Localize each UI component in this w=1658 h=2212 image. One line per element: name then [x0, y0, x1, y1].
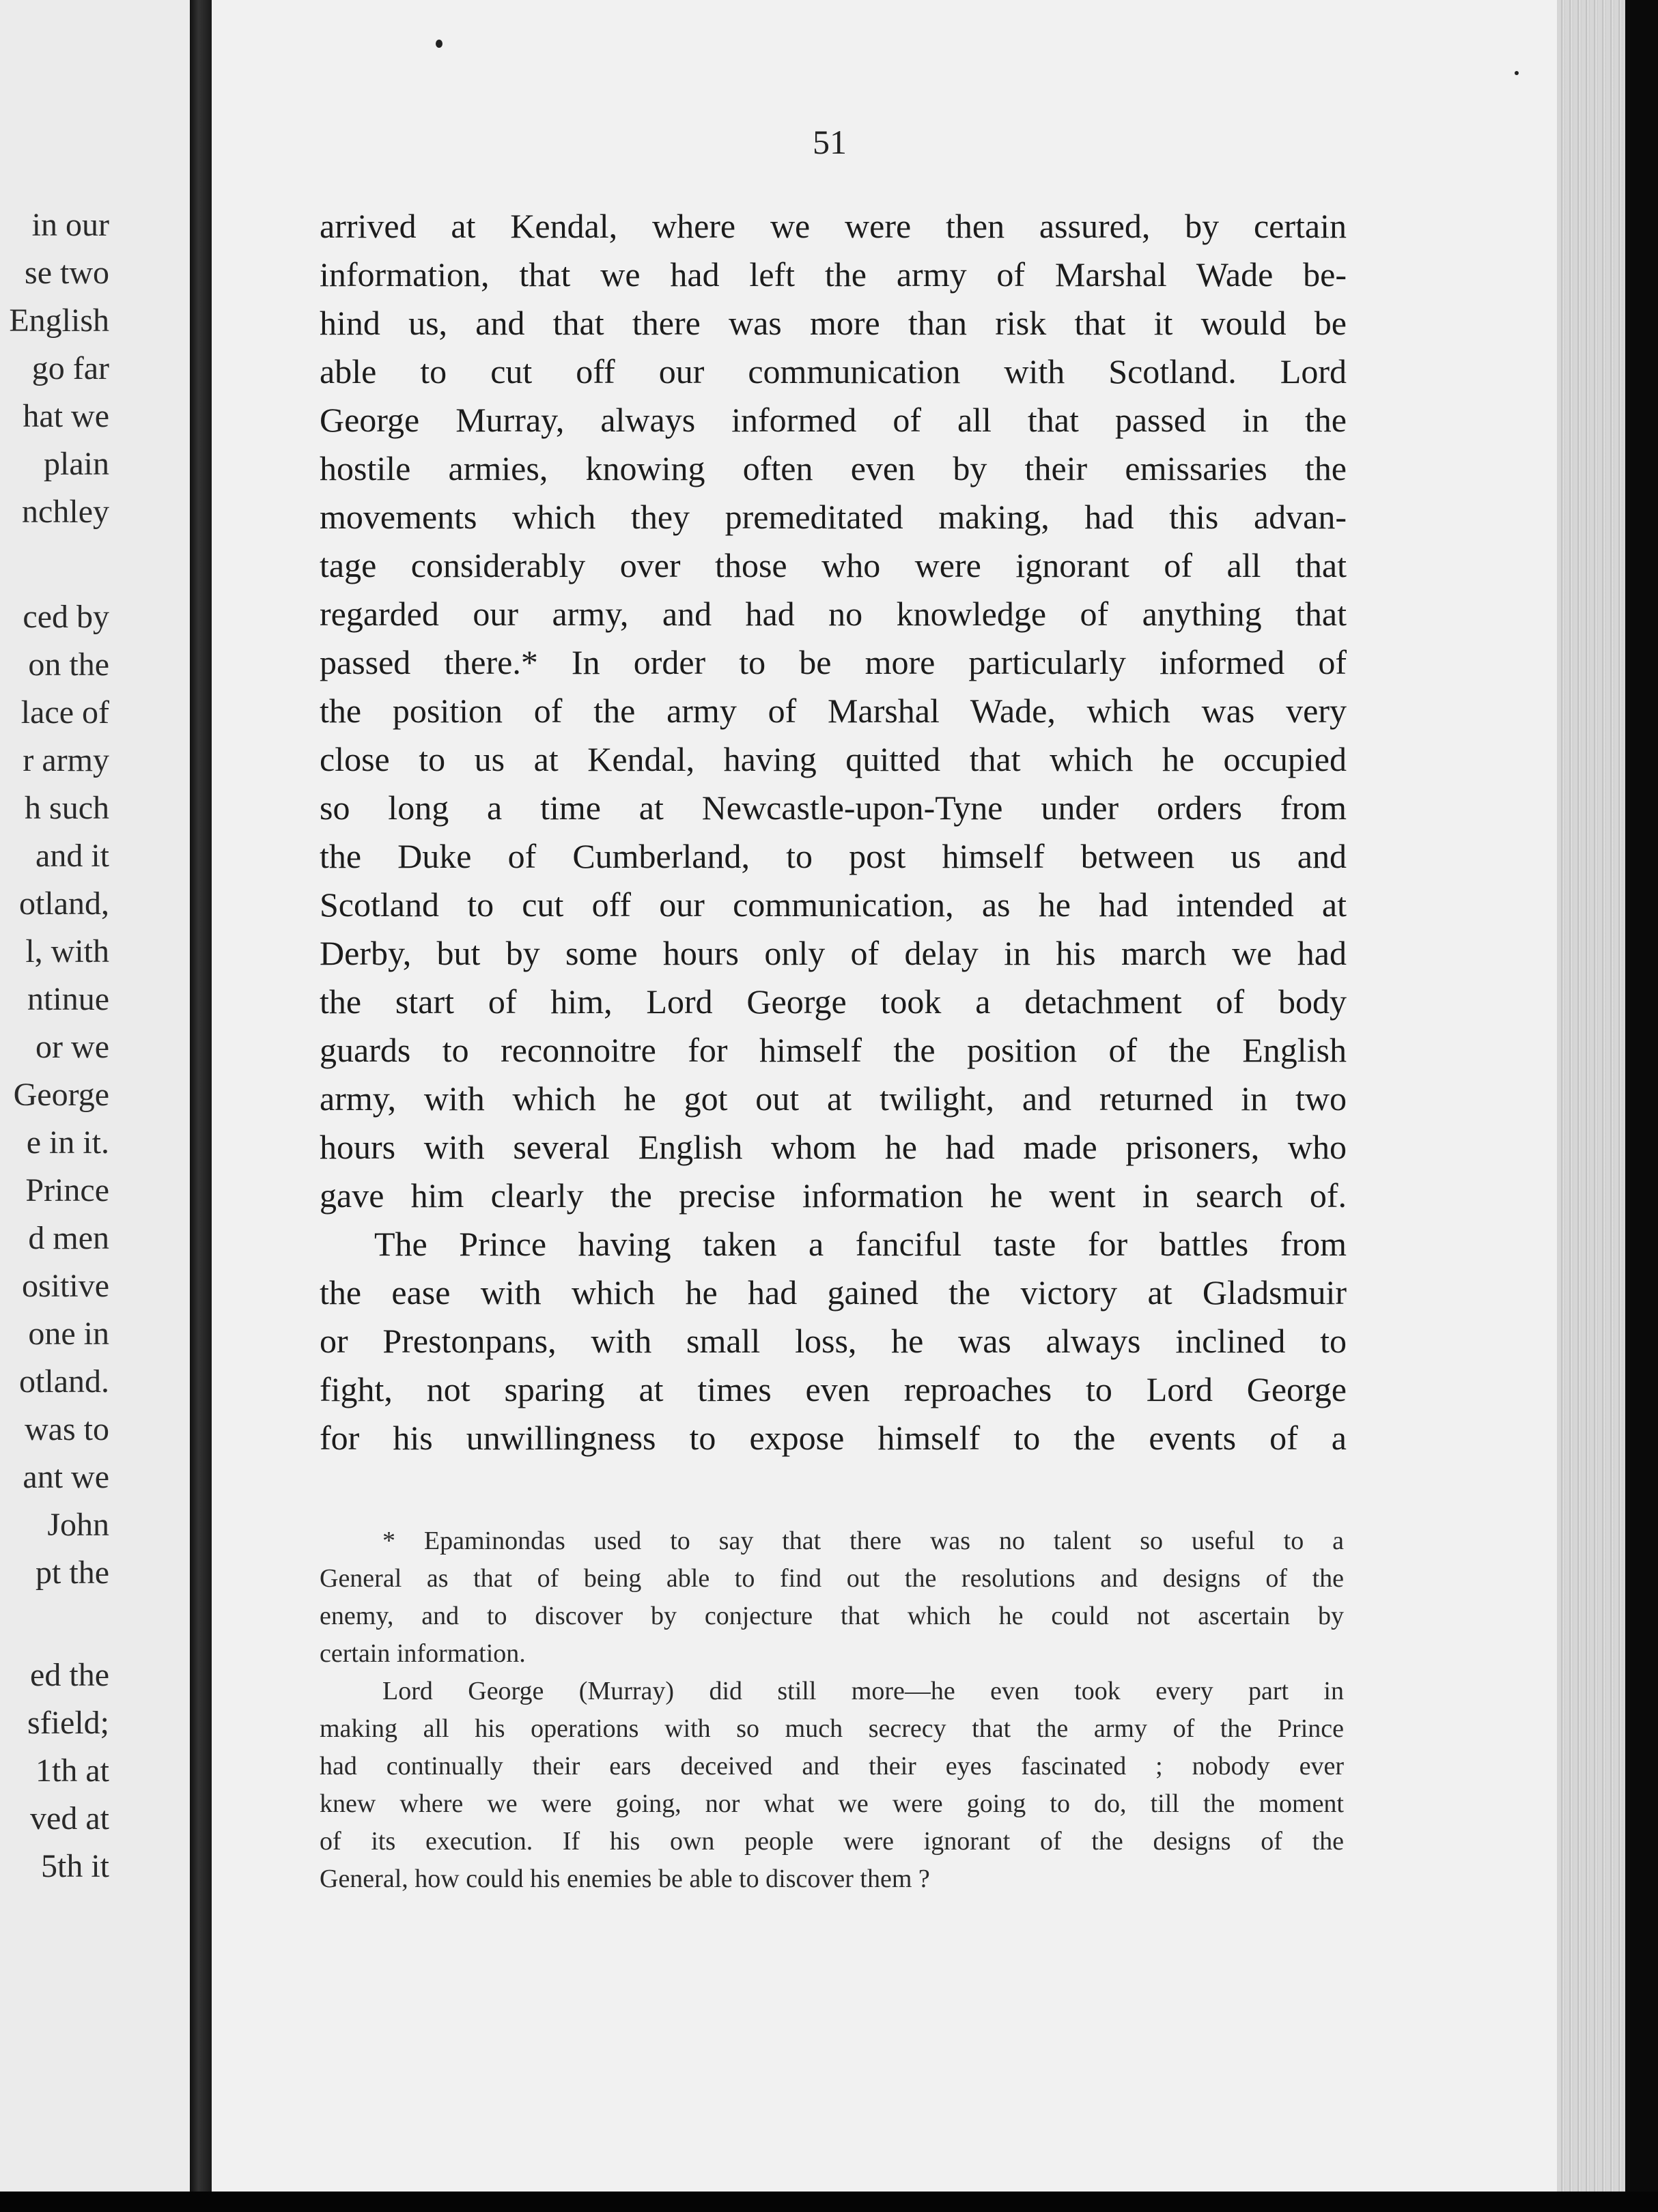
body-line: information, that we had left the army of Marshal Wade be- [320, 255, 1347, 294]
body-line: tage considerably over those who were ignorant of all that [320, 546, 1347, 584]
footnotes [320, 1522, 1344, 1898]
left-page-line: ant we [23, 1459, 109, 1495]
left-page-line: hat we [23, 398, 109, 434]
left-page-line: John [47, 1507, 109, 1543]
left-page-line: ved at [30, 1800, 109, 1837]
body-line: movements which they premeditated making, had this advan- [320, 498, 1347, 536]
body-line: able to cut off our communication with Scotland. Lord [320, 352, 1347, 391]
left-page-line: nchley [22, 494, 109, 530]
left-page-line: English [9, 302, 109, 339]
left-page-line: e in it. [26, 1124, 109, 1161]
body-line: the position of the army of Marshal Wade, which was very [320, 692, 1347, 730]
left-page-line: se two [25, 255, 109, 291]
footnote-line: making all his operations with so much secrecy that the army of the Prince [320, 1714, 1344, 1743]
footnote-line: enemy, and to discover by conjecture that which he could not ascertain by [320, 1602, 1344, 1630]
ink-speck [1515, 71, 1519, 75]
body-line: George Murray, always informed of all that passed in the [320, 401, 1347, 439]
left-page-line: 5th it [40, 1848, 109, 1884]
left-page-line: l, with [25, 933, 109, 969]
left-page-line: h such [25, 790, 109, 826]
left-page-line: ositive [22, 1268, 109, 1304]
body-line: arrived at Kendal, where we were then assured, by certain [320, 207, 1347, 245]
body-line: hostile armies, knowing often even by their emissaries the [320, 449, 1347, 487]
body-line: gave him clearly the precise information he went in search of. [320, 1176, 1347, 1215]
left-page-line: 1th at [36, 1753, 109, 1789]
left-page-line: George [13, 1077, 109, 1113]
left-page-line: sfield; [27, 1705, 109, 1741]
footnote-line: had continually their ears deceived and their eyes fascinated ; nobody ever [320, 1752, 1344, 1781]
page-number: 51 [813, 123, 847, 161]
left-page-line: on the [28, 647, 109, 683]
ink-speck [436, 40, 442, 48]
left-page-line: otland. [19, 1363, 109, 1400]
body-line: the ease with which he had gained the victory at Gladsmuir [320, 1273, 1347, 1311]
body-line: so long a time at Newcastle-upon-Tyne under orders from [320, 789, 1347, 827]
body-line: fight, not sparing at times even reproaches to Lord George [320, 1370, 1347, 1408]
left-page-line: go far [31, 350, 109, 386]
body-line: army, with which he got out at twilight, and returned in two [320, 1079, 1347, 1118]
body-line: close to us at Kendal, having quitted that which he occupied [320, 740, 1347, 778]
left-page-line: plain [44, 446, 109, 482]
body-line: The Prince having taken a fanciful taste for battles from [374, 1225, 1347, 1263]
body-line: Scotland to cut off our communication, as he had intended at [320, 885, 1347, 924]
left-page-line: otland, [19, 885, 109, 922]
left-page-line: ced by [23, 599, 109, 635]
body-line: hours with several English whom he had made prisoners, who [320, 1128, 1347, 1166]
body-text [320, 202, 1347, 1462]
footnote-line: * Epaminondas used to say that there was no talent so useful to a [382, 1527, 1344, 1555]
body-line: the start of him, Lord George took a detachment of body [320, 982, 1347, 1021]
footnote-line: certain information. [320, 1639, 526, 1668]
left-page-line: and it [36, 838, 109, 874]
book-spine [190, 0, 212, 2212]
left-page-line: lace of [20, 694, 109, 731]
footnote-line: General as that of being able to find out the resolutions and designs of the [320, 1564, 1344, 1593]
left-page-line: ntinue [27, 981, 109, 1017]
left-page-line: r army [23, 742, 109, 778]
body-line: hind us, and that there was more than risk that it would be [320, 304, 1347, 342]
left-page-line: one in [28, 1316, 109, 1352]
footnote-line: of its execution. If his own people were ignorant of the designs of the [320, 1827, 1344, 1856]
left-page-line: was to [25, 1411, 109, 1447]
footnote-line: Lord George (Murray) did still more—he even took every part in [382, 1677, 1344, 1705]
body-line: or Prestonpans, with small loss, he was always inclined to [320, 1322, 1347, 1360]
page-edge-shadow [1625, 0, 1658, 2212]
left-page-line: ed the [30, 1657, 109, 1693]
footnote-line: knew where we were going, nor what we were going to do, till the moment [320, 1789, 1344, 1818]
left-page-line: in our [31, 207, 109, 243]
left-page-line: pt the [36, 1555, 109, 1591]
page-edges [1557, 0, 1625, 2212]
left-page-line: Prince [25, 1172, 109, 1208]
body-line: the Duke of Cumberland, to post himself between us and [320, 837, 1347, 875]
left-page-line: or we [36, 1029, 109, 1065]
body-line: for his unwillingness to expose himself to the events of a [320, 1419, 1347, 1457]
left-page-fragment [0, 0, 190, 2192]
left-page-line: d men [28, 1220, 109, 1256]
scan-border [0, 2192, 1658, 2212]
footnote-line: General, how could his enemies be able to discover them ? [320, 1864, 930, 1893]
body-line: passed there.* In order to be more particularly informed of [320, 643, 1347, 681]
body-line: Derby, but by some hours only of delay in his march we had [320, 934, 1347, 972]
body-line: regarded our army, and had no knowledge of anything that [320, 595, 1347, 633]
body-line: guards to reconnoitre for himself the position of the English [320, 1031, 1347, 1069]
